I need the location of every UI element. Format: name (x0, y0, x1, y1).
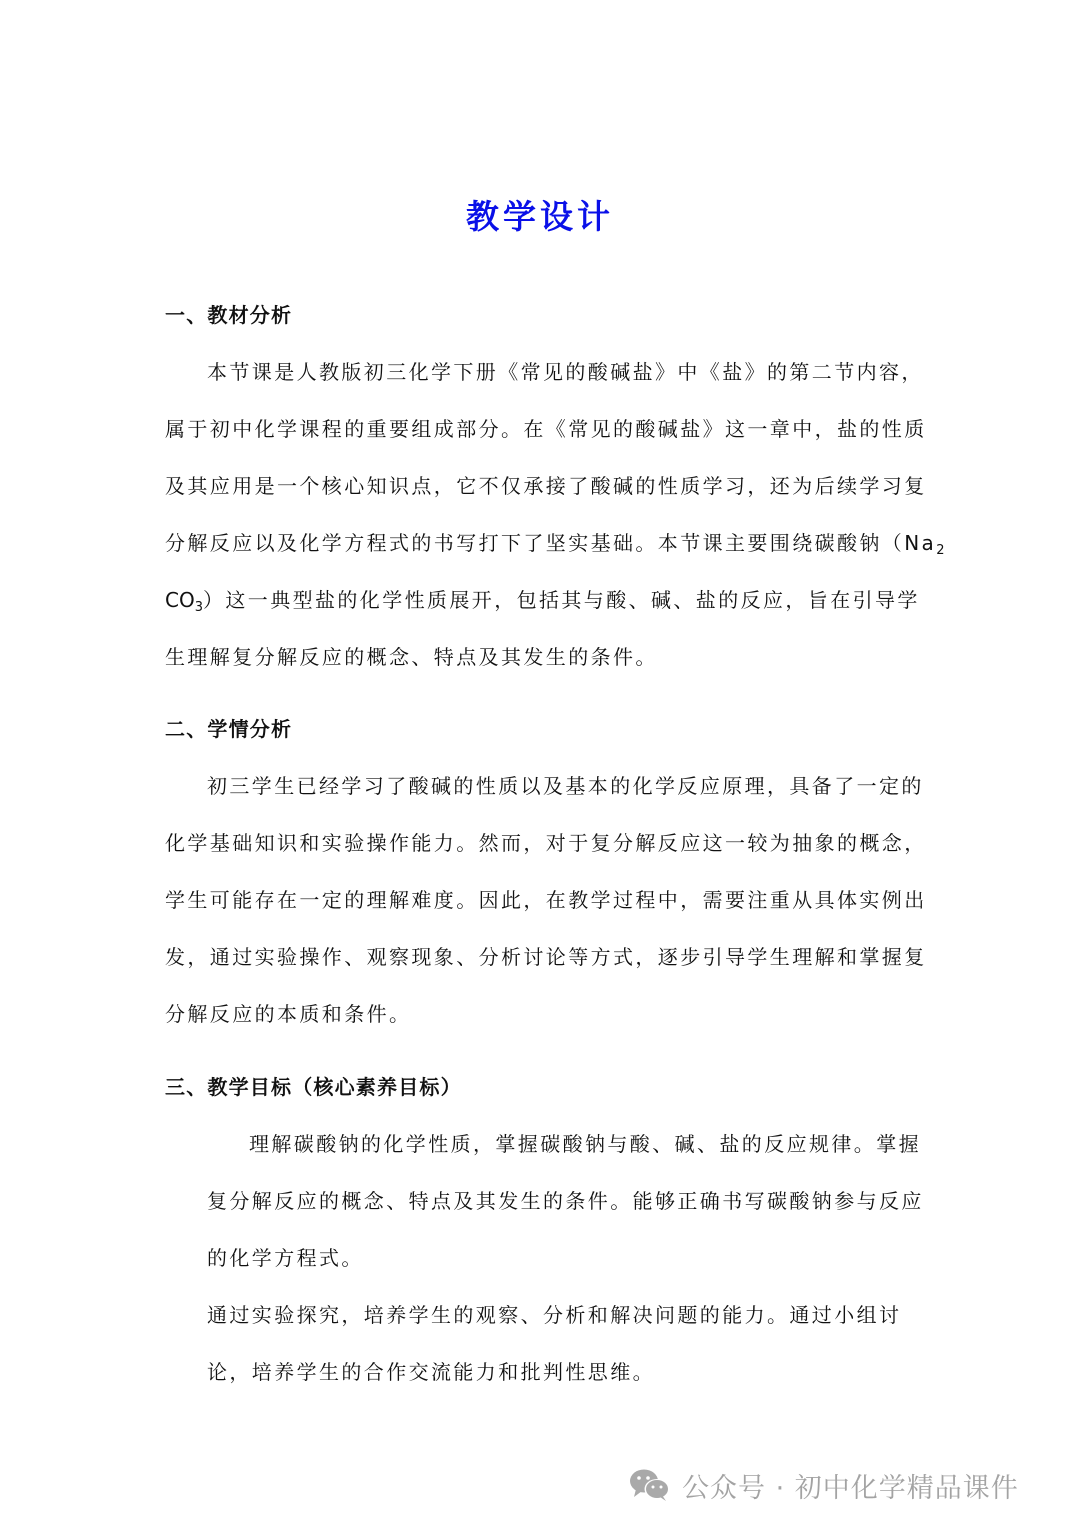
subscript: 3 (194, 600, 203, 615)
line-text: ）这一典型盐的化学性质展开，包括其与酸、碱、盐的反应，旨在引导学 (203, 588, 920, 612)
paragraph-line (165, 585, 925, 623)
paragraph-line: 生理解复分解反应的概念、特点及其发生的条件。 (165, 645, 658, 669)
paragraph-line: 及其应用是一个核心知识点，它不仅承接了酸碱的性质学习，还为后续学习复 (165, 474, 927, 498)
section-heading-student-analysis: 二、学情分析 (165, 717, 293, 741)
paragraph-line: 的化学方程式。 (207, 1246, 364, 1270)
watermark-text: 公众号 · 初中化学精品课件 (682, 1472, 1019, 1504)
paragraph-line: 化学基础知识和实验操作能力。然而，对于复分解反应这一较为抽象的概念， (165, 831, 927, 855)
paragraph-line: 理解碳酸钠的化学性质，掌握碳酸钠与酸、碱、盐的反应规律。掌握 (249, 1132, 921, 1156)
paragraph-line: 分解反应的本质和条件。 (165, 1002, 412, 1026)
formula-text: CO (165, 588, 195, 612)
section-heading-teaching-objectives: 三、教学目标（核心素养目标） (165, 1075, 462, 1099)
paragraph-line: 通过实验探究，培养学生的观察、分析和解决问题的能力。通过小组讨 (207, 1303, 902, 1327)
paragraph-line (165, 528, 945, 566)
subscript: 2 (936, 543, 945, 558)
paragraph-line: 论，培养学生的合作交流能力和批判性思维。 (207, 1360, 655, 1384)
paragraph-line: 属于初中化学课程的重要组成部分。在《常见的酸碱盐》这一章中，盐的性质 (165, 417, 927, 441)
paragraph-line: 复分解反应的概念、特点及其发生的条件。能够正确书写碳酸钠参与反应 (207, 1189, 924, 1213)
paragraph-line: 发，通过实验操作、观察现象、分析讨论等方式，逐步引导学生理解和掌握复 (165, 945, 927, 969)
watermark (628, 1465, 1019, 1505)
paragraph-line: 本节课是人教版初三化学下册《常见的酸碱盐》中《盐》的第二节内容， (207, 360, 924, 384)
section-heading-textbook-analysis: 一、教材分析 (165, 303, 293, 327)
wechat-icon (628, 1467, 672, 1503)
document-title: 教学设计 (466, 197, 614, 236)
line-text: 分解反应以及化学方程式的书写打下了坚实基础。本节课主要围绕碳酸钠（Na (165, 531, 937, 555)
paragraph-line: 初三学生已经学习了酸碱的性质以及基本的化学反应原理，具备了一定的 (207, 774, 924, 798)
paragraph-line: 学生可能存在一定的理解难度。因此，在教学过程中，需要注重从具体实例出 (165, 888, 927, 912)
